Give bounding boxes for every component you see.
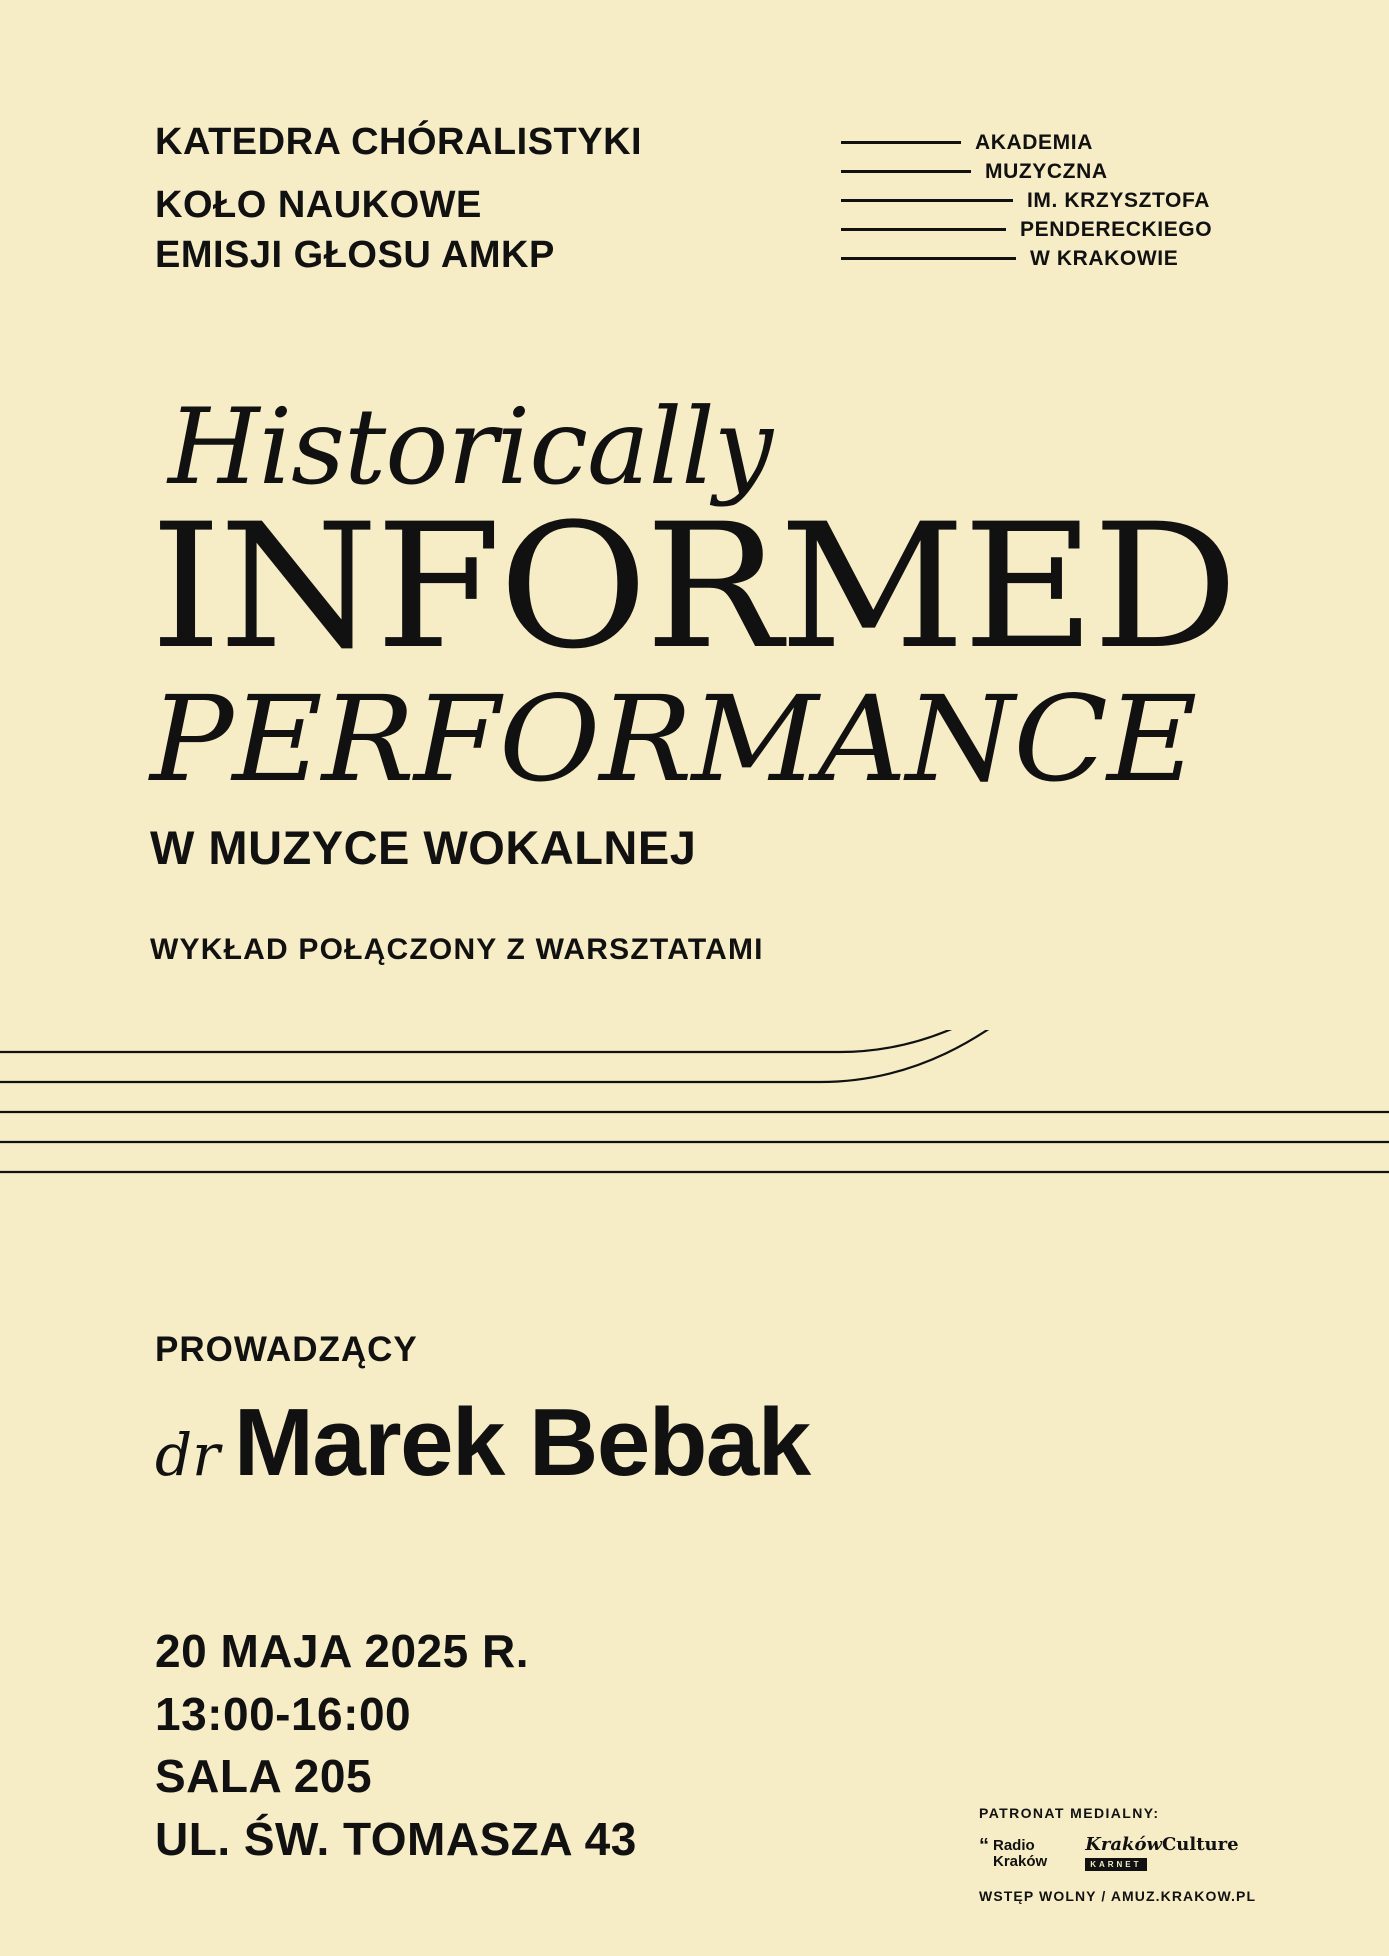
event-details xyxy=(155,1620,637,1870)
title-italic: PERFORMANCE xyxy=(150,670,1197,809)
organizer-line-1: KATEDRA CHÓRALISTYKI xyxy=(155,121,643,163)
academy-row-3 xyxy=(841,186,1271,215)
organizer-line-2: KOŁO NAUKOWE xyxy=(155,184,482,227)
event-date: 20 MAJA 2025 R. xyxy=(155,1625,529,1677)
krakow-culture-italic: Kraków xyxy=(1085,1834,1162,1855)
organizer-line-3: EMISJI GŁOSU AMKP xyxy=(155,233,555,276)
presenter-block xyxy=(155,1330,810,1498)
academy-row-4 xyxy=(841,215,1271,244)
presenter-prefix: dr xyxy=(155,1421,220,1489)
presenter-label: PROWADZĄCY xyxy=(155,1330,418,1369)
presenter-name: Marek Bebak xyxy=(233,1389,810,1496)
event-room: SALA 205 xyxy=(155,1750,373,1803)
academy-row-2 xyxy=(841,157,1271,186)
academy-label-2: MUZYCZNA xyxy=(985,159,1108,183)
event-time: 13:00-16:00 xyxy=(155,1687,412,1740)
radio-krakow-line-1: Radio xyxy=(993,1836,1035,1854)
academy-rule-5 xyxy=(841,257,1016,260)
title-block xyxy=(150,386,1270,967)
academy-row-5 xyxy=(841,244,1271,273)
krakow-culture-bold: Culture xyxy=(1161,1834,1239,1855)
title-main: INFORMED xyxy=(150,486,1236,687)
krakow-culture-name xyxy=(1085,1835,1238,1854)
title-script: Historically xyxy=(168,386,773,508)
presenter-name-row xyxy=(155,1388,810,1498)
radio-krakow-text xyxy=(993,1838,1047,1870)
sponsors-caption: PATRONAT MEDIALNY: xyxy=(979,1805,1160,1821)
academy-label-5: W KRAKOWIE xyxy=(1030,246,1179,270)
krakow-culture-logo xyxy=(1085,1835,1238,1872)
sponsor-logos xyxy=(979,1835,1279,1872)
title-kicker: WYKŁAD POŁĄCZONY Z WARSZTATAMI xyxy=(150,933,764,967)
academy-logo xyxy=(841,128,1271,273)
quote-mark-icon: “ xyxy=(979,1834,989,1857)
academy-rule-4 xyxy=(841,228,1006,231)
karnet-badge: KARNET xyxy=(1085,1858,1146,1871)
academy-rule-2 xyxy=(841,170,971,173)
academy-rule-3 xyxy=(841,199,1013,202)
event-address: UL. ŚW. TOMASZA 43 xyxy=(155,1812,637,1865)
academy-label-1: AKADEMIA xyxy=(975,130,1093,154)
academy-row-1 xyxy=(841,128,1271,157)
title-subtitle: W MUZYCE WOKALNEJ xyxy=(150,821,697,875)
organizer-block xyxy=(155,118,795,280)
radio-krakow-logo xyxy=(979,1834,1048,1870)
sponsors-footer: WSTĘP WOLNY / AMUZ.KRAKOW.PL xyxy=(979,1888,1257,1904)
sponsors-block xyxy=(979,1805,1279,1904)
radio-krakow-line-2: Kraków xyxy=(993,1852,1048,1870)
academy-label-3: IM. KRZYSZTOFA xyxy=(1027,188,1211,212)
academy-label-4: PENDERECKIEGO xyxy=(1020,217,1213,241)
academy-rule-1 xyxy=(841,141,961,144)
staff-lines-graphic xyxy=(0,1030,1389,1210)
